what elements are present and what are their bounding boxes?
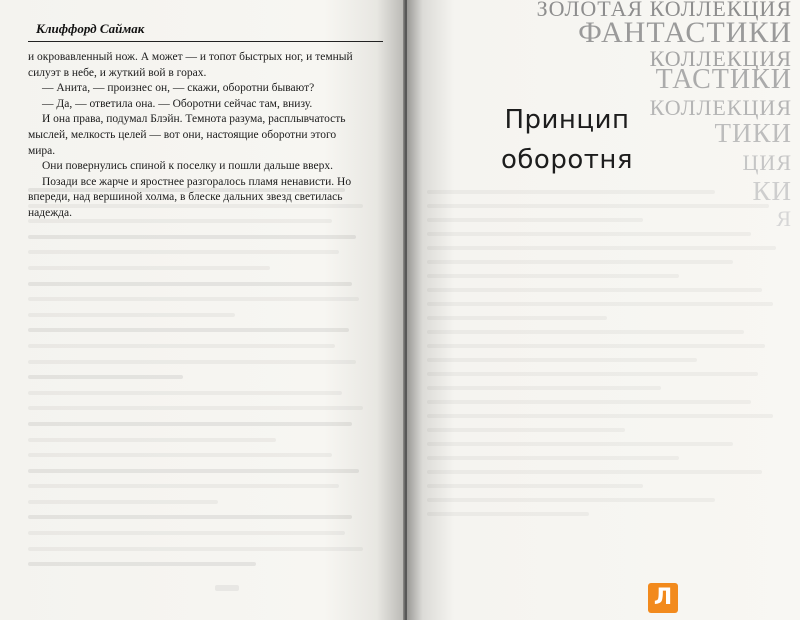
show-through-line: [28, 406, 363, 410]
series-logo-line: КОЛЛЕКЦИЯ: [649, 95, 792, 120]
text-line: мыслей, мелкость целей — вот они, настоящие оборотни этого: [28, 128, 337, 141]
show-through-line: [427, 372, 758, 376]
chapter-title: [467, 100, 667, 180]
running-head-author: Клиффорд Саймак: [36, 21, 145, 36]
show-through-text: [28, 188, 373, 608]
text-line: — Да, — ответила она. — Оборотни сейчас там, внизу.: [42, 97, 313, 110]
show-through-line: [28, 266, 270, 270]
show-through-line: [427, 400, 751, 404]
show-through-line: [427, 344, 765, 348]
text-line: силуэт в небе, и жуткий вой в горах.: [28, 66, 207, 79]
show-through-line: [427, 316, 607, 320]
series-logo-line: Я: [776, 206, 792, 231]
show-through-line: [28, 469, 359, 473]
series-logo-line: ЗОЛОТАЯ КОЛЛЕКЦИЯ: [536, 0, 792, 21]
labirint-badge-icon: [648, 583, 678, 613]
series-logo-line: ТАСТИКИ: [655, 64, 792, 95]
show-through-line: [427, 512, 589, 516]
show-through-line: [28, 313, 235, 317]
show-through-line: [28, 297, 359, 301]
show-through-line: [28, 531, 345, 535]
chapter-title-line: Принцип: [504, 105, 630, 135]
show-through-line: [427, 428, 625, 432]
series-logo-line: ЦИЯ: [742, 150, 792, 175]
show-through-line: [427, 386, 661, 390]
text-line: — Анита, — произнес он, — скажи, оборотни бывают?: [42, 82, 315, 95]
body-text: [28, 50, 368, 222]
show-through-line: [427, 330, 744, 334]
series-logo-line: КИ: [752, 176, 792, 206]
show-through-line: [427, 442, 733, 446]
show-through-page-number: [215, 585, 239, 591]
text-line: и окровавленный нож. А может — и топот быстрых ног, и темный: [28, 51, 353, 63]
text-line: Позади все жарче и яростнее разгоралось пламя ненависти. Но: [42, 175, 352, 188]
show-through-line: [28, 235, 356, 239]
series-logo-line: КОЛЛЕКЦИЯ: [649, 46, 792, 71]
show-through-line: [28, 562, 256, 566]
badge-glyph: Л: [653, 585, 673, 610]
text-line: надежда.: [28, 206, 72, 219]
text-line: мира.: [28, 144, 56, 157]
show-through-line: [427, 498, 715, 502]
show-through-line: [28, 344, 335, 348]
show-through-line: [427, 358, 697, 362]
show-through-line: [28, 438, 276, 442]
running-head: [28, 17, 383, 42]
show-through-line: [28, 360, 356, 364]
show-through-line: [28, 515, 352, 519]
show-through-line: [28, 282, 352, 286]
show-through-line: [28, 391, 342, 395]
show-through-line: [28, 328, 349, 332]
show-through-line: [427, 484, 643, 488]
show-through-line: [28, 547, 363, 551]
show-through-line: [28, 250, 339, 254]
show-through-line: [28, 484, 339, 488]
series-logo-line: ТИКИ: [714, 118, 792, 148]
text-line: впереди, над вершиной холма, в блеске дальних звезд светилась: [28, 191, 343, 204]
chapter-title-line: оборотня: [500, 145, 634, 175]
show-through-line: [28, 453, 332, 457]
text-line: Они повернулись спиной к поселку и пошли дальше вверх.: [42, 160, 333, 173]
series-logo-line: ФАНТАСТИКИ: [578, 16, 792, 49]
show-through-line: [427, 470, 762, 474]
show-through-line: [28, 500, 218, 504]
show-through-line: [28, 375, 183, 379]
text-line: И она права, подумал Блэйн. Темнота разума, расплывчатость: [42, 113, 346, 126]
right-page: [407, 0, 800, 620]
show-through-line: [427, 414, 773, 418]
show-through-line: [427, 456, 679, 460]
show-through-line: [28, 422, 352, 426]
